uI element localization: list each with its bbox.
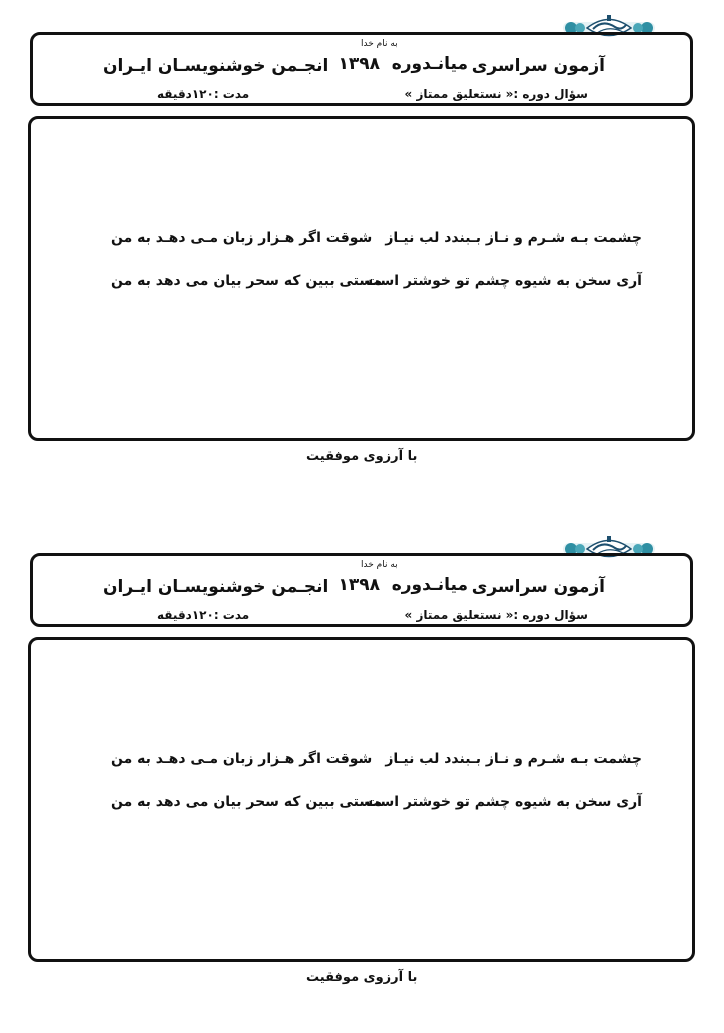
verse-2-left: مستی ببین که سحر بیان می دهد به من (111, 273, 383, 289)
verse-1-right: چشمت بـه شـرم و نـاز بـبندد لب نیـاز (385, 751, 642, 767)
verse-box (28, 637, 695, 962)
basmala: به نام خدا (361, 560, 398, 570)
exam-period: میانـدوره (391, 54, 468, 74)
closing-wish: با آرزوی موفقیت (306, 449, 418, 464)
header-box (30, 553, 693, 627)
basmala: به نام خدا (361, 39, 398, 49)
exam-duration: مدت :۱۲۰دقیقه (157, 87, 250, 101)
verse-1-left: شوقت اگر هـزار زبان مـی دهـد به من (111, 751, 373, 767)
closing-wish: با آرزوی موفقیت (306, 970, 418, 985)
exam-period: میانـدوره (391, 575, 468, 595)
exam-title: آزمون سراسری (471, 577, 605, 597)
verse-2-right: آری سخن به شیوه چشم تو خوشتر است (365, 273, 642, 289)
organization-name: انجـمن خوشنویسـان ایـران (103, 56, 329, 76)
exam-title: آزمون سراسری (471, 56, 605, 76)
exam-sheet-1 (0, 0, 724, 512)
header-box (30, 32, 693, 106)
exam-year: ۱۳۹۸ (338, 575, 380, 595)
verse-1-right: چشمت بـه شـرم و نـاز بـبندد لب نیـاز (385, 230, 642, 246)
verse-2-right: آری سخن به شیوه چشم تو خوشتر است (365, 794, 642, 810)
exam-sheet-2 (0, 521, 724, 1033)
course-question: سؤال دوره :« نستعلیق ممتاز » (404, 608, 588, 622)
exam-year: ۱۳۹۸ (338, 54, 380, 74)
verse-box (28, 116, 695, 441)
exam-duration: مدت :۱۲۰دقیقه (157, 608, 250, 622)
course-question: سؤال دوره :« نستعلیق ممتاز » (404, 87, 588, 101)
organization-name: انجـمن خوشنویسـان ایـران (103, 577, 329, 597)
verse-1-left: شوقت اگر هـزار زبان مـی دهـد به من (111, 230, 373, 246)
verse-2-left: مستی ببین که سحر بیان می دهد به من (111, 794, 383, 810)
